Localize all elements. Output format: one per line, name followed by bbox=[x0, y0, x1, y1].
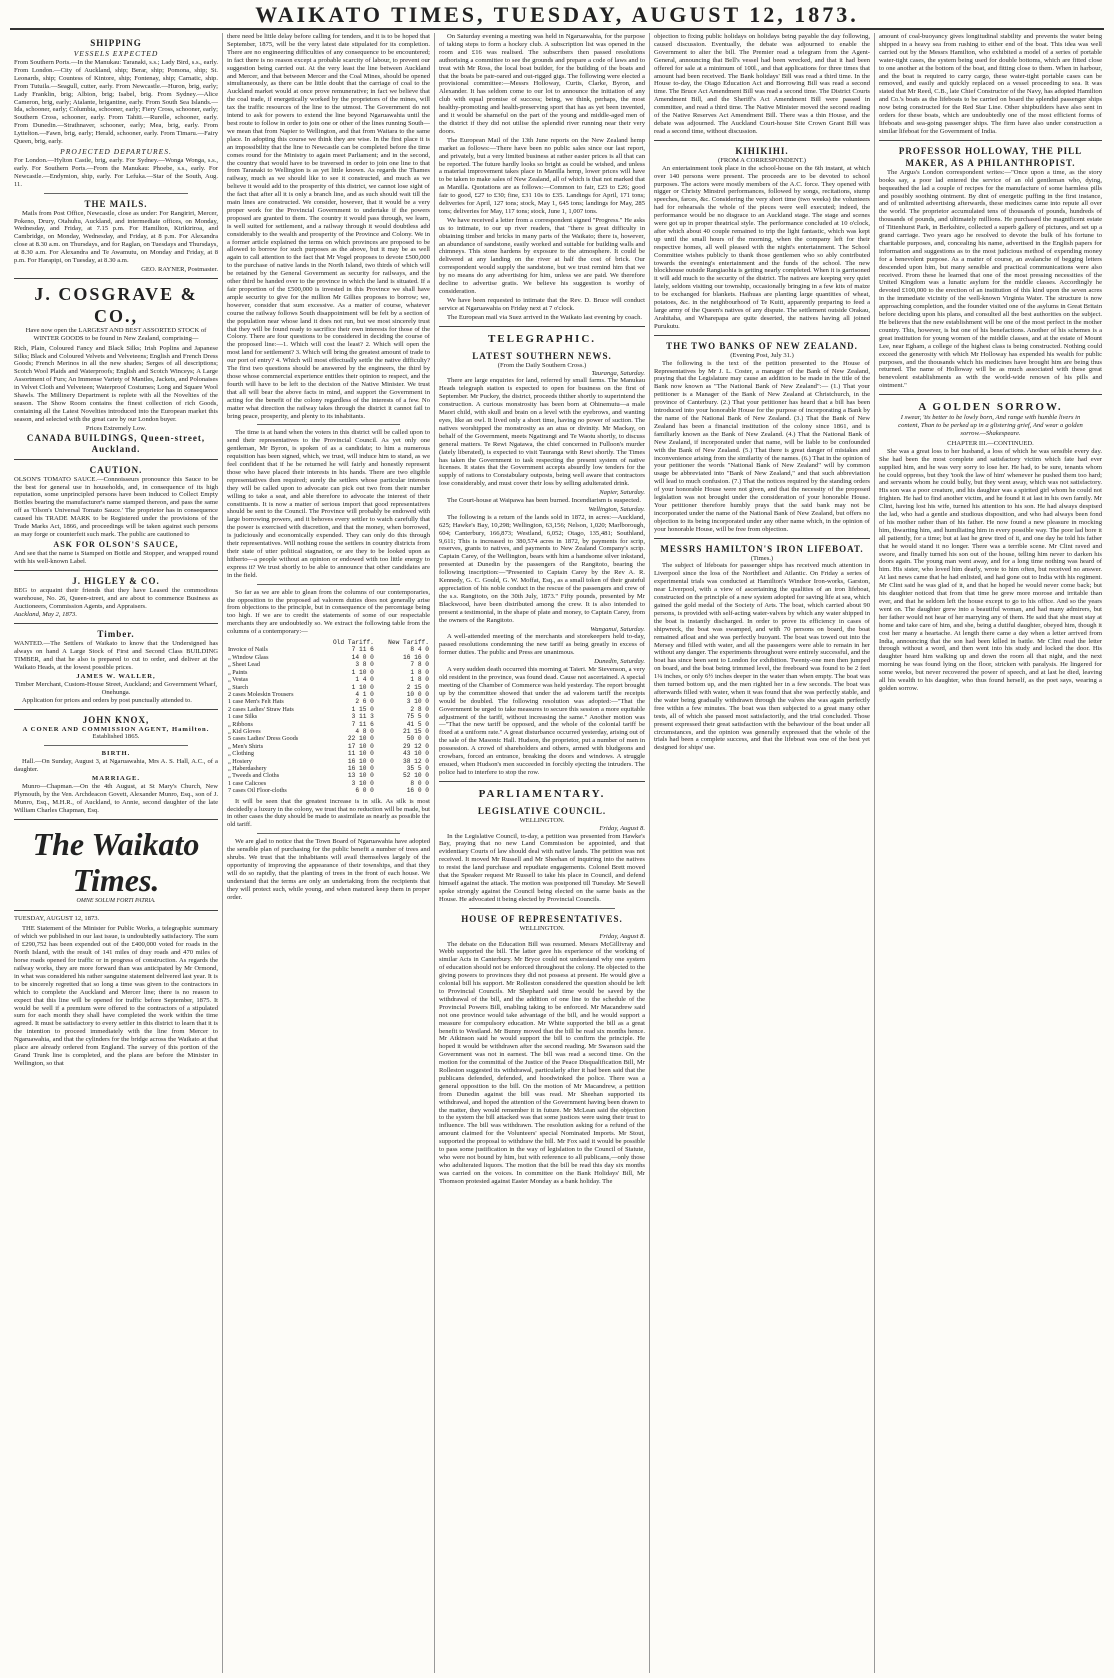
tariff-old: 4 1 0 bbox=[355, 690, 374, 698]
tariff-item: „ Kid Gloves bbox=[228, 727, 261, 735]
mail-paragraph: The European mail via Suez arrived in the Waikato last evening by coach. bbox=[447, 313, 643, 321]
divider bbox=[257, 424, 400, 425]
tariff-old: 16 10 0 bbox=[347, 764, 374, 772]
tariff-item: 1 case Men's Felt Hats bbox=[228, 698, 284, 706]
editorial-continued: there need be little delay before calling for tenders, and it is to be hoped that September, 1875, will be the very latest date stipulated for its completion. There are no engineering difficulties of any consequence to be encountered; in fact there is no reason except a probable scarcity of labour, to prevent our suggestion being carried out. At the very least the line between Auckland and Mercer, and that between Mercer and the Coal Mines, should be opened simultaneously, as there can be little doubt that the carriage of coal to the Auckland market would at once prove remunerative; in fact we believe that the coal trade, if energetically worked by the proprietors of the mines, will tax the traffic resources of the line to the utmost. The Government do not intend to ask for powers to extend the line beyond Ngaruawahia until the best route to follow in order to join one or other of the lines running South—we mean that from Napier to Wellington, and that from Waitara to the same place. In adopting this course we think they are wise. In the first place it is an impossibility that the line to Newcastle can be completed before the time comes round for the Ministry to again meet Parliament; and in the second, the country that would have to be traversed in order to join one line to that from Taranaki to Wellington is as yet little known. As regards the Thames railway, much as we should like to see it constructed, and much as we believe it would add to the prosperity of this district, we cannot lose sight of the fact that after all it is only a branch line, and as such should wait till the main lines are constructed. We consider, however, that it would be a very proper work for the Provincial Government to undertake if the powers proposed are granted to them. The country it would pass through, we learn, is well suited for settlement, and a railway through it would doubtless add considerably to the wealth and prosperity of the Province and Colony. We in a former article explained the terms on which provinces are proposed to be allowed to borrow for such purposes as the above, but it may be as well again to call attention to the fact that Mr Vogel proposes to devote £500,000 to the purchase of native lands in the North Island, two thirds of which will be retained by the General Government as security for railways, and the other third be handed over to the province in which the land is situated. If a fair proportion of the £500,000 is invested in this Province we shall have ample security to give for the million Mr Gillies proposes to borrow; we, however, consider that sum excessive. As a matter of course, whatever course the railway follows South disappointment will be felt by a section of the population near whose land it does not run, but we most sincerely trust that they will be found ready to sacrifice their own interests for those of the Colony. There are four questions to be considered in deciding the course of the proposed line:—1. Which will cost the least? 2. Which will open the most land for settlement? 3. Which will bring the greatest amount of trade to our port of entry? 4. Which will most effectually settle the native difficulty? The first two questions should be answered by the engineers, the third by those whose commercial experience entitles their opinion to respect, and the fourth will have to be left to the decision of the Native Minister. We trust that all will bear the above facts in mind, and support the Government in acting for the benefit of the colony regardless of the interests of a few. No matter what direction the railway takes through the district it cannot fail to bring peace, prosperity, and plenty to its inhabitants. bbox=[227, 33, 430, 420]
tariff-item: „ Window Glass bbox=[228, 653, 269, 661]
tariff-new: 50 0 0 bbox=[406, 735, 429, 743]
waller-end: Application for prices and orders by post punctually attended to. bbox=[22, 696, 192, 704]
house-continued: objection to fixing public holidays on holidays being payable the day following, caused discussion. Eventually, the debate was adjourned to enable the Government to alter the bill. The Premier read a telegram from the Agent-General, announcing that Bell's vessel had been wrecked, and that it had been offered for sale at a minimum of 100l., and that applications for three times that amount had been received. The Bank holidays' Bill was read a third time. In the House to-day, the Otago Education Act and Borrowing Bill was read a second time. The Bruce Act Amendment Bill was read a second time. The District Courts Amendment Bill, and the Sheriff's Act Amendment Bill were passed in committee, and read a third time. The Native Minister moved the second reading of the Native Reserves Act Amendment Bill. There was a thin House, and the debate was adjourned. The Auckland Court-house Site Crown Grant Bill was read a second time, without discussion. bbox=[654, 33, 870, 135]
tariff-item: „ Men's Shirts bbox=[228, 742, 264, 750]
service-paragraph: We have been requested to intimate that the Rev. D. Bruce will conduct service at Ngaruawahia on Friday next at 7 o'clock. bbox=[439, 296, 645, 312]
sorrow-text: She was a great loss to her husband, a loss of which he was sensible every day. She had been the most complete and satisfactory victim which fate had ever supplied him, and he was very sorry to lose her. He had, to be sure, tenants whom he could oppress, but they 'took the law of him' whenever he pushed them too hard; and servants whom he could bully, but they went away, which was not satisfactory. His son was a poor creature, and his daughter was a spirited girl whom he could not frighten. He had to find another victim, and he found it at last in his own family. Mr Clint, having lost his wife, turned his attention to his son. He had always despised the lad, who had a gentle and studious disposition, and who had always been fond of his mother rather than of his father. He now found a new pleasure in mocking him, thwarting him, and humiliating him in every possible way. The poor lad bore it all patiently, for a time; but at last he grew tired of it, and one day he told his father that he would stand it no longer. There was a terrible scene. Mr Clint raved and swore, and finally turned his son out of the house, telling him never to darken his doors again. The young man went away, and for a long time nothing was heard of him. His sister, who loved him dearly, wrote to him often, but received no answer. At last news came that he had enlisted, and had gone out to India with his regiment. Mr Clint said he was glad of it, and that he hoped he would never come back; but his daughter noticed that from that time he grew more morose and irritable than ever, and that he seldom left the house except to go to his office. And so the years went on. The daughter grew into a beautiful woman, and had many admirers, but her father would not hear of her marrying any of them. He said that she must stay at home and take care of him, and she, being a dutiful daughter, obeyed him, though it cost her many a heartache. At length there came a day when a letter arrived from India, announcing that the son had been killed in battle. Mr Clint read the letter through without a word, and then went into his study and locked the door. His daughter heard him walking up and down the room all that night, and the next morning he was found lying on the floor, stricken with paralysis. He lingered for some weeks, but never recovered the power of speech, and at last he died, leaving all his wealth to his daughter, who thus found herself, as the poet says, wearing a golden sorrow. bbox=[879, 447, 1102, 692]
tariff-row bbox=[227, 772, 430, 779]
tariff-item: 1 case Calicoes bbox=[228, 779, 267, 787]
dateline: Wellington, Saturday. bbox=[588, 505, 645, 513]
marriage-text: Munro—Chapman.—On the 4th August, at St Mary's Church, New Plymouth, by the Ven. Archdeacon Govett, Alexander Munro, Esq., son of J. Munro, Esq., M.H.R., of Auckland, to Annie, second daughter of the late William Charles Chapman, Esq. bbox=[14, 783, 218, 814]
divider bbox=[14, 459, 218, 460]
divider bbox=[14, 819, 218, 820]
news-item: A very sudden death occurred this morning at Taieri. Mr Stevenson, a very old resident in the province, was found dead. Cause not ascertained. A special meeting of the Chamber of Commerce was held yesterday. The report brought up by the committee showed that under the ad valorem tariff the receipts would be doubled. The following resolution was adopted:—"That the Government be urged to take measures to secure this session a more equitable adjustment of the tariff, without increasing the same." Another motion was—"That the new tariff be opposed, and the whole of the colonial tariff be fixed at a uniform rate." A great disturbance occurred yesterday, arising out of the sale of the Masonic Hall. Hudson, the proprietor, put a number of men in possession. A crowd of shareholders and others, armed with bludgeons and crowbars, forced an entrance, breaking the doors and windows. A struggle ensued, when Hudson's men succeeded in forcibly ejecting the intruders. The police had to interfere to stop the row. bbox=[439, 666, 645, 776]
tariff-row bbox=[227, 765, 430, 772]
tariff-new: 1 8 0 bbox=[410, 668, 429, 676]
higley-heading: J. HIGLEY & CO. bbox=[72, 575, 160, 586]
dateline: Dunedin, Saturday. bbox=[594, 658, 645, 666]
parliamentary-heading: PARLIAMENTARY. bbox=[478, 787, 606, 800]
tariff-row bbox=[227, 706, 430, 713]
waller-sub: Timber Merchant, Custom-House Street, Auckland; and Government Wharf, Onehunga. bbox=[14, 680, 218, 696]
divider bbox=[44, 193, 188, 194]
news-item: There are large enquiries for land, referred by small farms. The Manukau Heads telegraph station is expected to open for business on the first of September. Mr Puckey, the district, proceeds thither shortly to superintend the construction. A curious monstrosity has been born at Ohinemutu—a male Maori child, with skull and brain on a level with the eyebrows, and wanting eyes, like an owl. It lived only a short time, having no power of suction. The natives worshipped the monstrosity as an atua or divinity. Mr Mackay, on behalf of the Government, meets Ngatirangi and Te Waotu shortly, to discuss general matters. Te Rewi Ngatawa, the chief concerned in Fulloon's murder (lately liberated), is expected to visit Tauranga with Rewi shortly. The Times has taken the Government to task respecting the present system of native licenses. It states that the Government accepts absurdly low tenders for the supply of rations to Constabulary outposts, being well aware that contractors lose considerably, and must cover their loss by selling adulterated drink. bbox=[439, 377, 645, 488]
tariff-row bbox=[227, 758, 430, 765]
vessels-heading: VESSELS EXPECTED bbox=[73, 49, 159, 58]
tariff-new: 41 5 0 bbox=[406, 720, 429, 728]
house-heading: HOUSE OF REPRESENTATIVES. bbox=[461, 913, 623, 924]
tariff-old: 13 10 0 bbox=[347, 772, 374, 780]
tariff-item: „ Haberdashery bbox=[228, 764, 267, 772]
telegraphic-heading: TELEGRAPHIC. bbox=[487, 332, 597, 345]
tariff-row bbox=[227, 691, 430, 698]
tariff-old: 3 10 0 bbox=[351, 779, 374, 787]
tariff-old: 17 10 0 bbox=[347, 742, 374, 750]
tariff-row bbox=[227, 728, 430, 735]
tariff-old: 3 8 0 bbox=[355, 661, 374, 669]
divider bbox=[654, 538, 870, 539]
holloway-text: The Argus's London correspondent writes:—"Once upon a time, as the story books say, a poor lad entered the service of an old gentleman who, dying, bequeathed the lad a couple of recipes for the manufacture of some harmless pills and possibly soothing ointment. By dint of energetic puffing in the first instance, and of unlimited advertising afterwards, these medicines came into repute all over the world. The proprietor accumulated tens of thousands of pounds, hundreds of thousands of pounds, and ultimately millions. He purchased the magnificent estate of Tittenhurst Park, in Berkshire, collected a superb gallery of pictures, and set up a grand carriage. Two years ago he resolved to devote the bulk of his fortune to charitable purposes, and, concealing his name, advertised in the English papers for information and suggestions as to the most judicious method of expending money for a benevolent purpose. As a matter of course, an avalanche of begging letters descended upon him, but many sensible and practical communications were also received. From these he learned that one of the most pressing necessities of the United Kingdom was a lunatic asylum for the middle classes. Accordingly he devoted £100,000 to the erection of an institution of this kind upon the seven acres in the immediate vicinity of the well-known Virginia Water. The structure is now approaching completion, and the founder visited one of the asylums in Great Britain before deciding upon his plans, and consulted all the best authorities on the subject. He believes that the new establishment will be one of the most perfect in the mother country. This, however, is but one of his benefactions. Another of his schemes is a great institution for young women of the middle classes, and at the estate of Mount Lee, near Egham, a college of the highest class is being constructed. Nothing could exceed the generosity with which Mr Holloway has expended his wealth for public purposes, and the thousands which his medicines have brought him are being thus returned. The name of Holloway will be as much associated with these great benevolent establishments as with the world-wide renown of his pills and ointment." bbox=[879, 168, 1102, 390]
birth-text: Hall.—On Sunday, August 3, at Ngaruawahia, Mrs A. S. Hall, A.C., of a daughter. bbox=[14, 758, 218, 774]
marriage-heading: MARRIAGE. bbox=[91, 775, 140, 783]
latest-heading: LATEST SOUTHERN NEWS. bbox=[472, 350, 612, 361]
tariff-new: 1 8 0 bbox=[410, 676, 429, 684]
tariff-new: 8 0 0 bbox=[410, 779, 429, 787]
divider bbox=[654, 335, 870, 336]
tariff-old: 16 10 0 bbox=[347, 757, 374, 765]
issue-date: TUESDAY, AUGUST 12, 1873. bbox=[14, 914, 100, 922]
tariff-new: 2 8 0 bbox=[410, 705, 429, 713]
divider bbox=[257, 584, 400, 585]
tariff-item: Invoice of Nails bbox=[228, 646, 268, 654]
divider bbox=[14, 570, 218, 571]
lifeboat-source: (Times.) bbox=[750, 554, 774, 562]
tariff-item: „ Tweeds and Cloths bbox=[228, 772, 280, 780]
tariff-new: 38 12 0 bbox=[403, 757, 429, 765]
tariff-old: 1 4 0 bbox=[355, 676, 374, 684]
tariff-new: 8 4 0 bbox=[410, 646, 429, 654]
tariff-row bbox=[227, 743, 430, 750]
masthead-title: WAIKATO TIMES, TUESDAY, AUGUST 12, 1873. bbox=[255, 2, 859, 27]
tariff-new: 52 10 0 bbox=[403, 772, 429, 780]
cosgrave-address: CANADA BUILDINGS, Queen-street, Auckland. bbox=[26, 432, 206, 454]
divider bbox=[879, 140, 1102, 141]
tariff-header-cell: New Tariff. bbox=[388, 639, 429, 647]
paper-title: The Waikato Times. bbox=[32, 825, 200, 898]
tariff-row bbox=[227, 787, 430, 794]
divider bbox=[879, 394, 1102, 395]
tariff-item: „ Ribbons bbox=[228, 720, 253, 728]
divider bbox=[14, 278, 218, 279]
tariff-item: 2 cases Ladies' Straw Hats bbox=[228, 705, 294, 713]
tariff-old: 2 6 0 bbox=[355, 698, 374, 706]
tariff-old: 7 11 6 bbox=[351, 646, 374, 654]
timber-heading: Timber. bbox=[97, 629, 135, 640]
higley-date: Auckland, May 2, 1873. bbox=[14, 611, 77, 619]
mails-heading: THE MAILS. bbox=[84, 198, 148, 209]
election-paragraph: The time is at hand when the voters in this district will be called upon to send their representatives to the Provincial Council. As yet only one gentleman, Mr Byron, is spoken of as a candidate; to him a numerous requisition has been signed, which, we trust, will induce him to stand, as we feel confident that if he be returned he will fairly and honestly represent those who have placed their interests in his hands. There are two eligible representatives then required; surely the settlers whose particular interests they will be called upon to advocate can pick out two from their number willing to take a seat, and able therefore to advocate the interest of their constituents. It is now a matter of serious import that good representatives should be sent to the Council. The Province will probably be endowed with large borrowing powers, and it behoves every settler to watch carefully that the power is exercised with discretion, and that the money, when borrowed, is judiciously and economically expended. They can only do this through their representatives. Will nothing rouse the settlers in country districts from their state of utter political stagnation, or are they to be looked upon as hitherto—a people without an opinion or endowed with too little energy to express it? We trust shortly to be able to announce that other candidates are in the field. bbox=[227, 429, 430, 579]
cosgrave-prices: Prices Extremely Low. bbox=[85, 424, 147, 432]
caution-heading: CAUTION. bbox=[89, 464, 143, 475]
tariff-new: 10 0 0 bbox=[406, 690, 429, 698]
sorrow-verse: I swear, 'tis better to be lowly born, And range with humble livers in content, Than to be perked up in a glistering grief, And wear a golden sorrow.—Shakespeare. bbox=[898, 414, 1083, 437]
tariff-row bbox=[227, 669, 430, 676]
house-date: Friday, August 8. bbox=[599, 932, 645, 940]
tariff-item: „ Clothing bbox=[228, 750, 254, 758]
departures-text: For London.—Hylton Castle, brig, early. For Sydney.—Wonga Wonga, s.s., early. For Southern Ports.—From the Manukau: Phoebe, s.s., early. For Newcastle.—Endymion, ship, early. For Lefuka.—Star of the South, Aug. 11. bbox=[14, 156, 218, 188]
tariff-old: 1 10 0 bbox=[351, 668, 374, 676]
tariff-new: 7 8 0 bbox=[410, 661, 429, 669]
departures-heading: PROJECTED DEPARTURES. bbox=[60, 146, 172, 156]
tariff-row bbox=[227, 735, 430, 742]
waller-name: JAMES W. WALLER, bbox=[76, 672, 156, 680]
tariff-old: 22 10 0 bbox=[347, 735, 374, 743]
divider bbox=[257, 833, 400, 834]
tariff-row bbox=[227, 750, 430, 757]
sorrow-heading: A GOLDEN SORROW. bbox=[918, 401, 1063, 414]
mails-signature: GEO. RAYNER, Postmaster. bbox=[141, 265, 218, 273]
tariff-row bbox=[227, 698, 430, 705]
sandstone-paragraph: We have received a letter from a correspondent signed "Progress." He asks us to intimate, to our up river readers, that "there is great difficulty in obtaining timber and bricks in many parts of the Waikato; there is, however, an abundance of sandstone, easily worked and suitable for building walls and chimneys. This stone hardens by exposure to the atmosphere. It could be delivered at any landing on the river at half the cost of brick. Our correspondent would supply the sandstone, but we trust remind him that we by no means do any advertising for him, unless we are paid. We therefore decline to advertise gratis. We believe his suggestion is worthy of consideration. bbox=[439, 216, 645, 295]
tariff-header-cell bbox=[227, 639, 320, 646]
tariff-new: 21 15 0 bbox=[403, 727, 429, 735]
kihikihi-source: (FROM A CORRESPONDENT.) bbox=[718, 156, 806, 164]
tariff-table bbox=[227, 639, 430, 795]
kihikihi-text: An entertainment took place in the school-house on the 6th instant, at which over 140 persons were present. The proceeds are to be devoted to school purposes. The actors were mostly members of the A.C. force. They opened with nigger or Christy Minstrel performances, followed by songs, recitations, stump speeches, farces, &c. Considering the very short time (two weeks) the volunteers had for rehearsals the whole of the pieces were well executed; indeed, the performance would be no disgrace to an Auckland stage. The stage and scenes were got up in proper theatrical style. The performance concluded at 10 o'clock, after which about 40 couple remained to trip the light fantastic, which was kept up until the small hours of the morning, when the company left for their respective homes, all well pleased with the night's entertainment. The School Committee wishes publicly to thank those gentlemen who so ably contributed towards the evening's entertainment and the funds of the school. The new blockhouse outside Rangiaohia is getting nearly completed. When it is garrisoned it will add much to the security of the district. The natives are keeping very quiet lately, seldom visiting our township, occasionally bringing in a few kits of maize to be exchanged for blankets. Haihuas are planting large quantities of wheat, potatoes, &c. in the neighbourhood of Te Kuiti, apparently preparing to feed a large army of the Queen's natives of any dispute. The settlement outside Orakau, Arahitaha, and Wharepapa are quite deserted, the natives having all joined Purukutu. bbox=[654, 164, 870, 330]
council-place: WELLINGTON. bbox=[519, 816, 565, 824]
tariff-item: 2 cases Moleskin Trousers bbox=[228, 690, 294, 698]
knox-heading: JOHN KNOX, bbox=[82, 714, 150, 725]
column-2 bbox=[222, 33, 434, 1673]
tariff-row bbox=[227, 654, 430, 661]
shipping-heading: SHIPPING bbox=[90, 38, 142, 48]
tariff-new: 35 5 0 bbox=[406, 764, 429, 772]
mails-text: Mails from Post Office, Newcastle, close as under: For Rangiriri, Mercer, Pokeno, Drury, Otahuhu, Auckland, and intermediate offices, on Monday, Wednesday, and Friday, at 7.15 p.m. For Hamilton, Kirikiriroa, and Cambridge, on Monday, Wednesday, and Friday, at 8 p.m. For Alexandra close at 8.30 a.m. on Thursdays, and for Raglan, on Tuesdays and Thursdays, at 8.30 a.m. For Alexandra and Te Awamutu, on Monday and Friday, at 8 p.m. For Harapipi, on Tuesday, at 8.30 a.m. bbox=[14, 209, 218, 265]
tariff-old: 4 8 0 bbox=[355, 727, 374, 735]
tariff-conclusion: It will be seen that the greatest increase is in silk. As silk is most decidedly a luxury in the colony, we trust that no reduction will be made, but in other cases the duty should be made to assimilate as nearly as possible the old tariff. bbox=[227, 797, 430, 829]
news-item: The Court-house at Waipawa has been burned. Incendiarism is suspected. bbox=[447, 497, 641, 505]
banks-source: (Evening Post, July 31.) bbox=[730, 351, 794, 359]
vessels-text: From Southern Ports.—In the Manukau: Taranaki, s.s.; Lady Bird, s.s., early. From London.—City of Auckland, ship; Berar, ship; Pomona, ship; St. Leonards, ship; Countess of Kintore, ship; Fontenay, ship; Carnatic, ship. From Tutuila.—Seagull, cutter, early. From Newcastle.—Huron, brig, early; Lady Franklin, brig; Albion, brig; Isabel, brig. From Sydney.—Alice Cameron, brig, early; Atalante, brigantine, early. From South Sea Islands.—Ida, schooner, early; Columbia, schooner, early; Fiery Cross, schooner, early; Southern Cross, schooner, early. From Tahiti.—Rurelle, schooner, early. From Dunedin.—Strathnaver, schooner, early; Mea, brig, early. From Lyttelton.—Fawn, brig, early; Herald, schooner, early. From Timaru.—Fairy Queen, brig, early. bbox=[14, 59, 218, 146]
holloway-heading: PROFESSOR HOLLOWAY, THE PILL MAKER, AS A PHILANTHROPIST. bbox=[898, 145, 1083, 168]
tariff-row bbox=[227, 646, 430, 653]
tariff-item: „ Paints bbox=[228, 668, 248, 676]
divider bbox=[439, 781, 645, 782]
divider bbox=[14, 910, 218, 911]
banks-heading: THE TWO BANKS OF NEW ZEALAND. bbox=[666, 340, 858, 351]
column-4 bbox=[649, 33, 874, 1673]
trees-paragraph: We are glad to notice that the Town Board of Ngaruawahia have adopted the sensible plan of purchasing for the public benefit a number of trees and shrubs. We trust that the inhabitants will avail themselves largely of the opportunity of improving the appearance of their townships, and that they will do so rapidly, that the planting of trees in the front of each house. We understand that the terms are only an undertaking from the recipients that they will protect such, while young, and when matured keep them in proper order. bbox=[227, 838, 430, 901]
lifeboat-heading: MESSRS HAMILTON'S IRON LIFEBOAT. bbox=[660, 543, 864, 554]
council-text: In the Legislative Council, to-day, a petition was presented from Hawke's Bay, praying that no new Land Commission be appointed, and that evidentiary Courts of law should deal with native lands. The petition was not received. It moved Mr Russell and Mr Sheehan of inquiring into the natives to resist the land purchase and repudiate engagements. Colonel Brett moved that the Speaker request Mr Russell to take his place in Council, and defend himself against the attack. The motion was postponed till Tuesday. Mr Sewell spoke strongly against the Council being elected on the same basis as the House. He advocated it being elected by Provincial Councils. bbox=[439, 832, 645, 903]
tariff-item: „ Sheet Lead bbox=[228, 661, 260, 669]
divider bbox=[439, 326, 645, 327]
latest-source: (From the Daily Southern Cross.) bbox=[497, 361, 587, 369]
tariff-old: 1 10 0 bbox=[351, 683, 374, 691]
divider bbox=[14, 623, 218, 624]
divider bbox=[14, 709, 218, 710]
caution-ask: ASK FOR OLSON'S SAUCE, bbox=[53, 539, 179, 549]
cosgrave-heading: J. COSGRAVE & CO., bbox=[34, 283, 198, 326]
dateline: Napier, Saturday. bbox=[599, 489, 645, 497]
lifeboat-text: The subject of lifeboats for passenger ships has received much attention in Liverpool since the loss of the Northfleet and Atlantic. On Friday a series of experimental trials was conducted at Hamilton's Windsor Iron-works, Garston, near Liverpool, with a view of ascertaining the qualities of an iron lifeboat, constructed on the principle of a new system adopted for saving life at sea, which gained the gold medal of the Society of Arts. The boat, which carried about 90 persons, is provided with self-acting water-valves by which any water shipped in the boat is instantly discharged. In order to prove its efficiency in cases of shipwreck, the boat was swamped, and with 70 persons on board, the boat remained afloat and she was perfectly buoyant. The boat was towed out into the Mersey and filled with water, and all the passengers were able to remain in her without any danger. The experiments throughout were entirely successful, and the boat has since been sent to London for exhibition. Twenty-one men then jumped on board, and the boat being trimmed level, the freeboard was found to be 2 feet 1¼ inches, or only 6½ inches deeper in the water than when empty. The boat was then turned bottom up, and the men righted her in a few seconds. The boat was afterwards filled with water, when it was found that she was perfectly stable, and the water being gradually withdrawn through the valves she was again perfectly free within a few minutes. The boat was then subjected to a great many other tests, all of which she passed most satisfactorily, and the trial concluded. Those present expressed their great satisfaction with the behaviour of the boat under all circumstances, and the opinion was generally expressed that the whole of the trials had been a complete success, and that the lifeboat was one of the best yet designed for ships' use. bbox=[654, 562, 870, 752]
tariff-old: 7 11 6 bbox=[351, 720, 374, 728]
caution-text: OLSON'S TOMATO SAUCE.—Connoisseurs pronounce this Sauce to be the best for general use in households, and, in consequence of its high reputation, some unprincipled persons have been induced to Collect Empty Bottles bearing the manufacturer's name stamped thereon, and pass the same off as 'Olson's Universal Tomato Sauce.' The proprietor has in consequence caused his TRADE MARK to be Registered under the provisions of the Trade Marks Act, 1866, and proceedings will be taken against such persons as may forge or counterfeit such mark. The public are cautioned to bbox=[14, 475, 218, 538]
divider bbox=[469, 908, 615, 909]
timber-text: WANTED.—The Settlers of Waikato to know that the Undersigned has always on hand A Large Stock of First and Second Class BUILDING TIMBER, and that he also is prepared to cut to order, and deliver at the Waikato Heads, at the lowest possible prices. bbox=[14, 640, 218, 672]
tariff-header-cell: Old Tariff. bbox=[333, 639, 374, 647]
house-text: The debate on the Education Bill was resumed. Messrs McGillivray and Webb supported the bill. The latter gave his experience of the working of similar Acts in Canterbury. Mr Bryce could not understand why one system of education should not be enforced throughout the colony. He objected to the giving powers to provinces they did not possess at present. He would give a colonial bill his support. Mr Rolleston considered the question should be left to Provincial Councils. Mr Shephard said time would be saved by the withdrawal of the bill, and the addition of one line to the schedule of the Provincial Powers Bill, enabling taking to be enforced. Mr Macandrew said not one province would take advantage of the bill, and he would support a measure for compulsory education. Mr White supported the bill as a great benefit to Westland. Mr Bunny moved that the bill be read six months hence. Mr Atkinson said he would support the bill to confirm the principle. He hoped it would be withdrawn after the second reading. Mr Swanson said the Government was not in earnest. The bill was read a second time. On the motion for the committal of the Justice of the Peace Disqualification Bill, Mr Rolleston suggested its withdrawal, particularly after it had been said that the publicans defended, defended, and hoodwinked the police. There was a general opposition to the bill. On the motion of Mr Macandrew, a petition from Dunedin against the bill was read. Mr Sheehan supported its withdrawal, and hoped the attention of the Government having been drawn to the matter, they would remember it in future. Mr McLean said the objection to the system the bill attacked was that some justices were using their trust to influence. The bill was withdrawn. The resolution asking for a refund of the amount claimed for the Volunteers' special Nominated Imports. Mr Stout, supported the proposal to withdraw the bill. Mr Fox said it would be possible to pass some justification in the way of legislation to the Council of Statute, who were not bound by him, but with reference to all publicans,—only those who adulterated liquors. The motion that the bill be read this day six months was carried on the voices. In committee on the Bank Holidays' Bill, Mr Thomson protested against Easter Monday as a bank holiday. The bbox=[439, 940, 645, 1185]
cosgrave-sub: Have now open the LARGEST AND BEST ASSORTED STOCK of WINTER GOODS to be found in New Zealand, comprising— bbox=[25, 326, 207, 342]
tariff-old: 14 0 0 bbox=[351, 653, 374, 661]
tariff-row bbox=[227, 661, 430, 668]
tariff-old: 1 15 0 bbox=[351, 705, 374, 713]
tariff-new: 16 16 0 bbox=[403, 653, 429, 661]
house-place: WELLINGTON. bbox=[519, 924, 565, 932]
column-5 bbox=[874, 33, 1106, 1673]
tariff-row bbox=[227, 780, 430, 787]
tariff-old: 3 11 3 bbox=[351, 713, 374, 721]
council-date: Friday, August 8. bbox=[599, 824, 645, 832]
tariff-item: 1 case Silks bbox=[228, 713, 258, 721]
boat-club-paragraph: On Saturday evening a meeting was held in Ngaruawahia, for the purpose of taking steps to form a hockey club. A subscription list was opened in the room and £16 was realised. The subscribers then passed resolutions authorising a committee to see the grounds and prepare a code of laws and to treat with Mr Ross, the local boat builder, for the building of the boats and that the boats be pair-oared and out-rigged gigs. The following were elected a provisional committee:—Messrs Holloway, Curtis, Clarke, Byron, and Alexander. It has seldom come to our lot to announce the initiation of any club with equal promise of success; being, we think, perhaps, the most healthy-promoting and health-preserving sport that has as yet been invented, and it would be shameful on the part of the young and middle-aged men of the district if they did not utilise the splendid river running near their very doors. bbox=[439, 33, 645, 135]
tariff-item: 5 cases Ladies' Dress Goods bbox=[228, 735, 299, 743]
banks-text: The following is the text of the petition presented to the House of Representatives by Mr J. L. Coster, a manager of the Bank of New Zealand, praying that the Legislature may cause an addition to be made in the title of the Bank now known as "The National Bank of New Zealand":— (1.) That your petitioner is a Manager of the Bank of New Zealand at Christchurch, in the province of Canterbury. (2.) That your petitioner has heard that a bill has been introduced into your honorable House for the purpose of incorporating a Bank by the name of the National Bank of New Zealand. (3.) That the Bank of New Zealand has been a financial institution of the colony since 1861, and is familiarly known as the Bank of New Zealand. (4.) That the National Bank of New Zealand, if incorporated under that name, will be liable to be confounded with the Bank of New Zealand. (5.) That there is great danger of mistakes and inconvenience arising from the similarity of the names. (6.) That in the opinion of your petitioner the words "National Bank of New Zealand" will by common usage be abbreviated into "Bank of New Zealand," and that such abbreviation will lead to much confusion. (7.) That the notices required by the standing orders of your honorable House were not given, and that the necessity of the proposed legislation was not brought under the consideration of your honorable House. Your petitioner therefore humbly prays that the said bank may not be incorporated under the name of the National Bank of New Zealand, but offers no objection to its being incorporated under any other name which, in the opinion of your honorable House, will be free from objection. bbox=[654, 359, 870, 533]
dateline: Tauranga, Saturday. bbox=[591, 369, 645, 377]
tariff-row bbox=[227, 684, 430, 691]
tariff-new: 29 12 0 bbox=[403, 742, 429, 750]
tariff-item: „ Starch bbox=[228, 683, 249, 691]
masthead-rule bbox=[10, 28, 1104, 30]
tariff-new: 16 0 0 bbox=[406, 787, 429, 795]
knox-est: Established 1865. bbox=[92, 733, 140, 741]
divider bbox=[654, 140, 870, 141]
news-item: The following is a return of the lands sold in 1872, in acres:—Auckland, 625; Hawke's Bay, 10,298; Wellington, 63,156; Nelson, 1,020; Marlborough, 604; Canterbury, 166,873; Westland, 6,052; Otago, 135,481; Southland, 9,611; This is increased to 380,574 acres in 1872, by payments for scrip, reserves, grants to natives, and payments to New Zealand Company's scrip. Captain Carey, of the Wellington, bears with him a handsome silver inkstand, presented at Dunedin by the passengers of the Rangitoto, bearing the following inscription:—"Presented to Captain Carey by the Rev A. R. Kennedy, G. C. Gould, G. W. Moffat, Esq., as a small token of their grateful appreciation of his noble conduct in the rescue of the passengers and crew of the s.s. Rangitoto, on the 30th July, 1873." Fifty pounds, presented by Mr Blackwood, have been distributed among the crew. It is also intended to present a testimonial, in the shape of plate and money, to Captain Carey, from the owners of the Rangitoto. bbox=[439, 513, 645, 624]
tariff-new: 75 5 0 bbox=[406, 713, 429, 721]
higley-text: BEG to acquaint their friends that they have Leased the commodious warehouse, No. 26, Queen-street, and are about to commence Business as Auctioneers, Commission Agents, and Appraisers. bbox=[14, 586, 218, 610]
tariff-new: 43 10 0 bbox=[403, 750, 429, 758]
council-heading: LEGISLATIVE COUNCIL. bbox=[477, 805, 607, 816]
birth-heading: BIRTH. bbox=[101, 750, 131, 758]
tariff-row bbox=[227, 721, 430, 728]
dateline: Wanganui, Saturday. bbox=[590, 625, 645, 633]
hemp-paragraph: The European Mail of the 13th June reports on the New Zealand hemp market as follows:—There have been no public sales since our last report, and privately, but a very limited business at rather easier prices is all that can be reported. The future hardly looks so bright as could be wished, and unless a material improvement takes place in Manilla hemp, lower prices will have to be taken to make sales of New Zealand, all of which is that not marked that as Manilla. Quotations are as follows:—Common to fair, £23 to £26; good fair to good, £27 to £30; fine, £31 10s to £35. Landings for April, 171 tons; deliveries for April, 127 tons; stock, May 1, 645 tons; landings for May, 285 tons; deliveries for May, 117 tons; stock, June 1, 1,007 tons. bbox=[439, 136, 645, 215]
lead-text: THE Statement of the Minister for Public Works, a telegraphic summary of which we published in our last issue, is undoubtedly satisfactory. The sum of £290,752 has been expended out of the £400,000 voted for roads in the North Island, with the result of 141 miles of dray roads and 470 miles of horse roads opened for traffic or in progress of construction. As regards the railway works, they are more forward than was anticipated by Mr Ormond, in what was considered his rather sanguine statement delivered last year. It is to be sincerely regretted that so long a time was given to the contractors in which to complete the Auckland and Mercer line; there is no reason to expect that this line will be opened for traffic before September, 1875. It would be well if a premium were offered to the contractors of a stipulated sum for each month they shall have completed the work within the time agreed. It must be satisfactory to every settler in this district to learn that it is the intention to proceed immediately with the line from Mercer to Ngaruawahia, and that the cylinders for the bridge across the Waikato at that place are already ordered from England. The survey of this portion of the Grand Trunk line is completed, and the plans are before the Minister in Wellington, so that bbox=[14, 925, 218, 1067]
sorrow-chapter: CHAPTER III.—CONTINUED. bbox=[947, 439, 1034, 447]
tariff-new: 2 15 0 bbox=[406, 683, 429, 691]
tariff-old: 6 0 0 bbox=[355, 787, 374, 795]
tariff-new: 3 10 0 bbox=[406, 698, 429, 706]
caution-end: And see that the name is Stamped on Bottle and Stopper, and wrapped round with his well-known Label. bbox=[14, 549, 218, 565]
tariff-row bbox=[227, 676, 430, 683]
tariff-row bbox=[227, 713, 430, 720]
kihikihi-heading: KIHIKIHI. bbox=[735, 145, 789, 156]
lifeboat-continued: amount of coal-buoyancy gives longitudinal stability and prevents the water being shipped in a heavy sea from rushing to either end of the boat. This idea was well carried out by the Messrs Hamilton, who exhibited a model of a series of portable water-tight cases, the system being used for double bottoms, which are fitted close to one another at the bottom of the boat, and fitting close to them. When in harbour, and the boat is required to carry cargo, these water-tight portable cases can be removed, and easily and quickly replaced on a vessel proceeding to sea. It was stated that Mr Reed, C.B., late Chief Constructor of the Navy, has adopted Hamilton and Co.'s boats as the lifeboats to be carried on board the splendid passenger ships now being constructed for the Red Star Line. Other shipbuilders have also sent in orders for these boats, which are undoubtedly one of the most efficient forms of lifeboats and sea-going passenger ships. The firm have also under construction a similar lifeboat for the Government of India. bbox=[879, 33, 1102, 135]
divider bbox=[44, 745, 188, 746]
tariff-intro: So far as we are able to glean from the columns of our contemporaries, the opposition to the proposed ad valorem duties does not generally arise from objections to the principle, but in consequence of the percentage being too high. If we are to credit the statements of some of our respectable merchants they are undoubtedly so. We extract the following table from the columns of a contemporary:— bbox=[227, 588, 430, 636]
cosgrave-items: Rich, Plain, Coloured Fancy and Black Silks; Irish Poplins and Japanese Silks; Black and Coloured Velvets and Velveteens; English and French Dress Goods; French Merinos in all the new shades; Serges of all descriptions; Scotch Wool Plaids and Waterproofs; English and Scotch Winceys; A Large Assortment of Furs; An Immense Variety of Mantles, Jackets, and Polonaises in Velvet Cloth and Velveteen; Waterproof Costumes; Long and Square Wool Shawls. The Millinery Department is replete with all the Novelties of the season. The Show Room contains the finest collection of rich Goods, containing all the Latest Novelties introduced into the European market this season, and selected with the great care by our London buyer. bbox=[14, 344, 218, 423]
tariff-item: „ Hosiery bbox=[228, 757, 252, 765]
column-3 bbox=[434, 33, 649, 1673]
motto: OMNE SOLUM FORTI PATRIA. bbox=[76, 897, 156, 904]
knox-text: A CONER AND COMMISSION AGENT, Hamilton. bbox=[22, 725, 210, 733]
tariff-item: 7 cases Oil Floor-cloths bbox=[228, 787, 287, 795]
news-item: A well-attended meeting of the merchants and storekeepers held to-day, passed resolutions condemning the new tariff as being greatly in excess of former duties. The public and Press are unanimous. bbox=[439, 633, 645, 657]
tariff-old: 11 10 0 bbox=[347, 750, 374, 758]
tariff-header-row bbox=[227, 639, 430, 646]
column-1 bbox=[10, 33, 222, 1673]
tariff-item: „ Vestas bbox=[228, 676, 248, 684]
